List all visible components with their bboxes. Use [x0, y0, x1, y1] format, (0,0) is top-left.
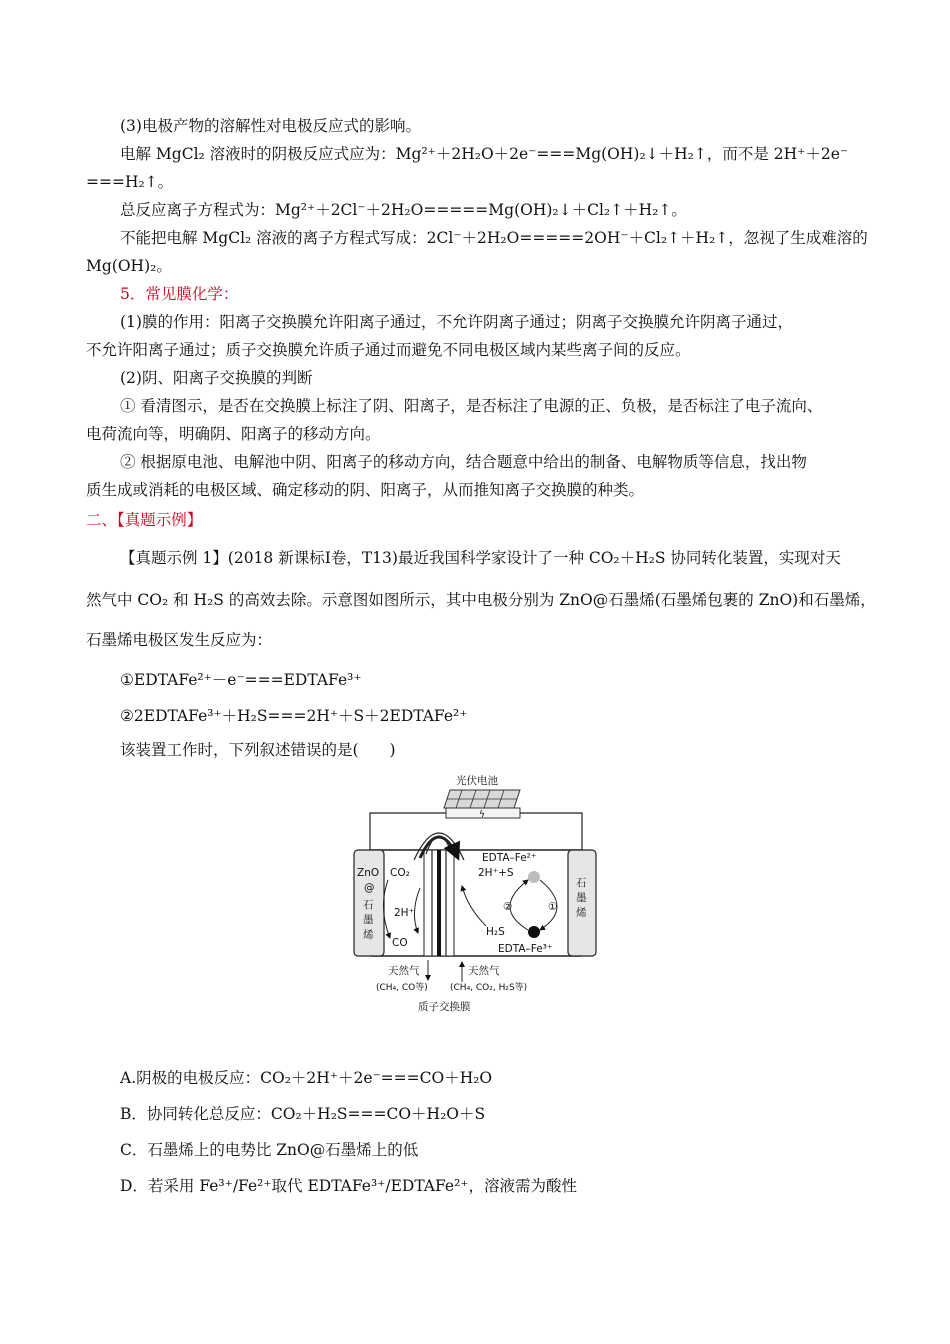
- membrane-role-line2: 不允许阳离子通过；质子交换膜允许质子通过而避免不同电极区域内某些离子间的反应。: [86, 341, 691, 359]
- proton-label: 2H⁺: [394, 907, 415, 919]
- svg-text:石: 石: [576, 877, 587, 889]
- example-line1: 【真题示例 1】(2018 新课标Ⅰ卷，T13)最近我国科学家设计了一种 CO₂＋H₂S 协同转化装置，实现对天: [120, 549, 841, 567]
- co-label: CO: [392, 937, 408, 949]
- option-a: A.阴极的电极反应：CO₂＋2H⁺＋2e⁻===CO＋H₂O: [120, 1069, 493, 1087]
- gas-in-composition: (CH₄, CO₂, H₂S等): [450, 983, 528, 993]
- cycle-step-1: ①: [548, 901, 558, 913]
- option-b: B．协同转化总反应：CO₂＋H₂S===CO＋H₂O＋S: [120, 1105, 486, 1123]
- edta-fe3-label: EDTA–Fe³⁺: [498, 943, 553, 955]
- svg-text:烯: 烯: [363, 929, 374, 941]
- part3-line3: 总反应离子方程式为：Mg²⁺＋2Cl⁻＋2H₂O=====Mg(OH)₂↓＋Cl₂↑＋H₂↑。: [120, 201, 687, 219]
- reaction-1: ①EDTAFe²⁺－e⁻===EDTAFe³⁺: [120, 671, 362, 689]
- solar-panel-icon: [444, 790, 520, 820]
- section-5-title: 5．常见膜化学：: [120, 285, 239, 303]
- svg-text:ZnO: ZnO: [357, 867, 380, 879]
- reaction-2: ②2EDTAFe³⁺＋H₂S===2H⁺＋S＋2EDTAFe²⁺: [120, 707, 468, 725]
- svg-text:@: @: [364, 882, 375, 894]
- solar-cell-label: 光伏电池: [456, 775, 498, 787]
- judgement-step2-line2: 质生成或消耗的电极区域、确定移动的阴、阳离子，从而推知离子交换膜的种类。: [86, 481, 645, 499]
- membrane-judgement-heading: (2)阴、阳离子交换膜的判断: [120, 369, 313, 387]
- judgement-step2-line1: ② 根据原电池、电解池中阴、阳离子的移动方向，结合题意中给出的制备、电解物质等信息，找出物: [120, 453, 807, 471]
- judgement-step1-line2: 电荷流向等，明确阴、阳离子的移动方向。: [86, 425, 381, 443]
- option-d: D．若采用 Fe³⁺/Fe²⁺取代 EDTAFe³⁺/EDTAFe²⁺，溶液需为酸性: [120, 1177, 577, 1195]
- example-line2: 然气中 CO₂ 和 H₂S 的高效去除。示意图如图所示，其中电极分别为 ZnO@石墨烯(石墨烯包裹的 ZnO)和石墨烯，: [86, 591, 876, 609]
- section-2-title: 二、【真题示例】: [86, 511, 203, 529]
- gas-out-composition: (CH₄, CO等): [376, 983, 428, 993]
- part3-line2: ===H₂↑。: [86, 173, 174, 191]
- fe2-particle: [528, 871, 540, 883]
- part3-line4: 不能把电解 MgCl₂ 溶液的离子方程式写成：2Cl⁻＋2H₂O=====2OH⁻＋Cl₂↑＋H₂↑，忽视了生成难溶的: [120, 229, 868, 247]
- svg-text:墨: 墨: [576, 892, 587, 904]
- edta-fe2-label: EDTA–Fe²⁺: [482, 852, 537, 864]
- part3-line5: Mg(OH)₂。: [86, 257, 172, 275]
- option-c: C．石墨烯上的电势比 ZnO@石墨烯上的低: [120, 1141, 419, 1159]
- question-stem: 该装置工作时，下列叙述错误的是( ): [120, 741, 396, 759]
- gas-in-label: 天然气: [468, 965, 500, 977]
- proton-sulfur-label: 2H⁺+S: [478, 867, 514, 879]
- judgement-step1-line1: ① 看清图示，是否在交换膜上标注了阴、阳离子，是否标注了电源的正、负极，是否标注了电子流向、: [120, 397, 823, 415]
- h2s-label: H₂S: [486, 926, 505, 938]
- fe3-particle: [528, 926, 540, 938]
- gas-out-label: 天然气: [388, 965, 420, 977]
- svg-text:ϟ: ϟ: [479, 810, 485, 820]
- membrane-label: 质子交换膜: [418, 1001, 471, 1013]
- svg-text:烯: 烯: [576, 907, 587, 919]
- svg-text:石: 石: [363, 899, 374, 911]
- co2-label: CO₂: [390, 867, 410, 879]
- svg-text:墨: 墨: [363, 914, 374, 926]
- part3-heading: (3)电极产物的溶解性对电极反应式的影响。: [120, 117, 421, 135]
- example-line3: 石墨烯电极区发生反应为：: [86, 631, 273, 649]
- cycle-step-2: ②: [503, 901, 513, 913]
- membrane-role-line1: (1)膜的作用：阳离子交换膜允许阳离子通过，不允许阴离子通过；阴离子交换膜允许阴离子通过，: [120, 313, 793, 331]
- electrolysis-device-diagram: [352, 768, 598, 1018]
- part3-line1: 电解 MgCl₂ 溶液时的阴极反应式应为：Mg²⁺＋2H₂O＋2e⁻===Mg(OH)₂↓＋H₂↑，而不是 2H⁺＋2e⁻: [120, 145, 849, 163]
